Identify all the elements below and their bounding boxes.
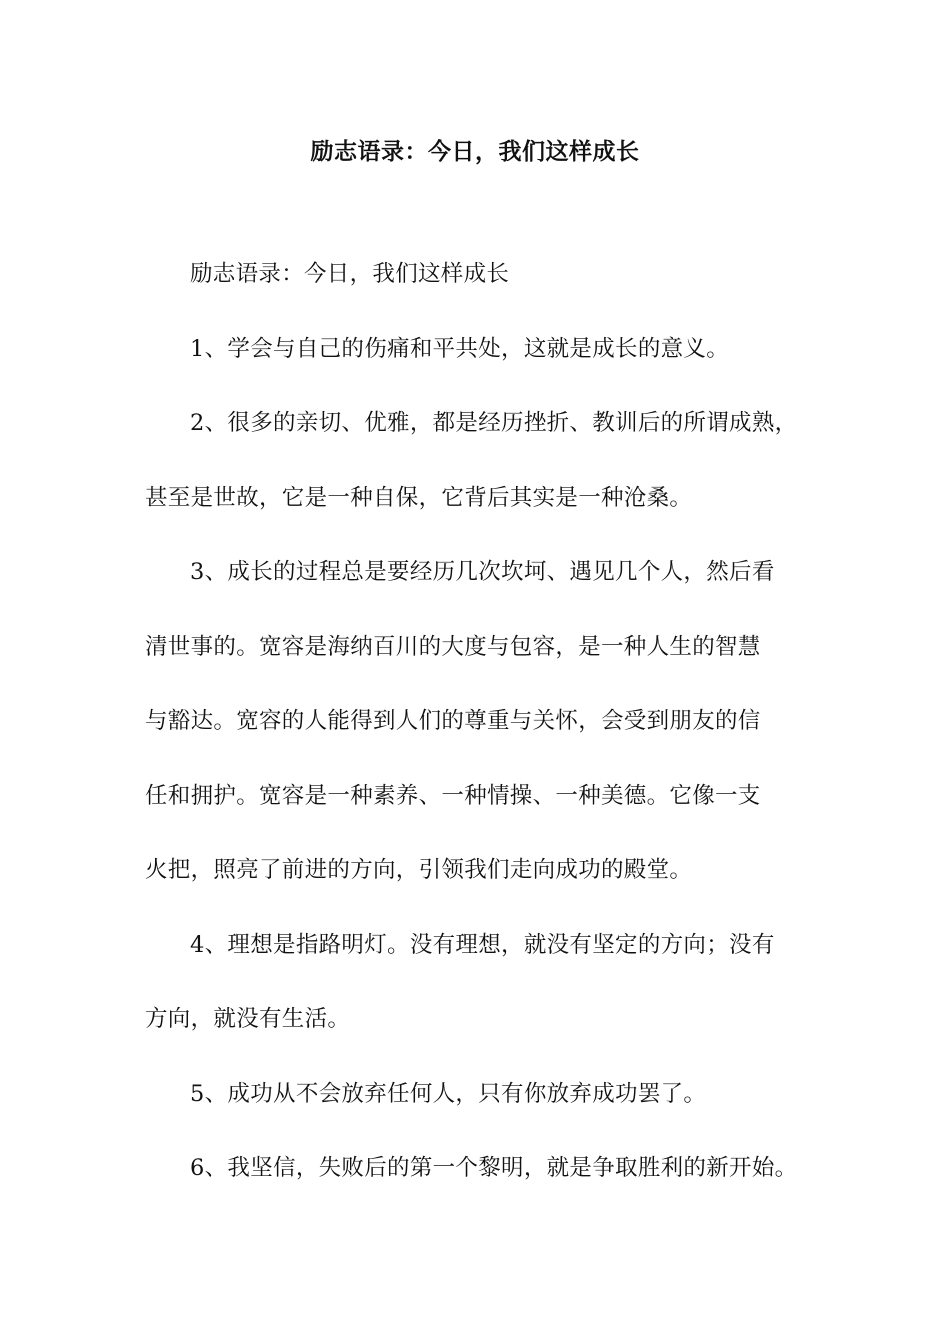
text-line: 4、理想是指路明灯。没有理想，就没有坚定的方向；没有 bbox=[190, 931, 775, 958]
text-line: 励志语录：今日，我们这样成长 bbox=[190, 261, 510, 287]
text-line: 任和拥护。宽容是一种素养、一种情操、一种美德。它像一支 bbox=[145, 782, 761, 809]
text-line: 火把，照亮了前进的方向，引领我们走向成功的殿堂。 bbox=[145, 857, 693, 883]
document-title: 励志语录：今日，我们这样成长 bbox=[310, 138, 640, 165]
document-body bbox=[145, 256, 835, 1225]
text-line: 2、很多的亲切、优雅，都是经历挫折、教训后的所谓成熟， bbox=[190, 410, 798, 436]
text-line: 1、学会与自己的伤痛和平共处，这就是成长的意义。 bbox=[190, 335, 730, 362]
text-line: 甚至是世故，它是一种自保，它背后其实是一种沧桑。 bbox=[145, 484, 693, 511]
text-line: 5、成功从不会放弃任何人，只有你放弃成功罢了。 bbox=[190, 1080, 707, 1107]
text-line: 清世事的。宽容是海纳百川的大度与包容，是一种人生的智慧 bbox=[145, 633, 761, 660]
text-line: 方向，就没有生活。 bbox=[145, 1006, 351, 1032]
text-line: 3、成长的过程总是要经历几次坎坷、遇见几个人，然后看 bbox=[190, 559, 775, 585]
text-line: 与豁达。宽容的人能得到人们的尊重与关怀，会受到朋友的信 bbox=[145, 708, 761, 734]
text-line: 6、我坚信，失败后的第一个黎明，就是争取胜利的新开始。 bbox=[190, 1155, 798, 1181]
